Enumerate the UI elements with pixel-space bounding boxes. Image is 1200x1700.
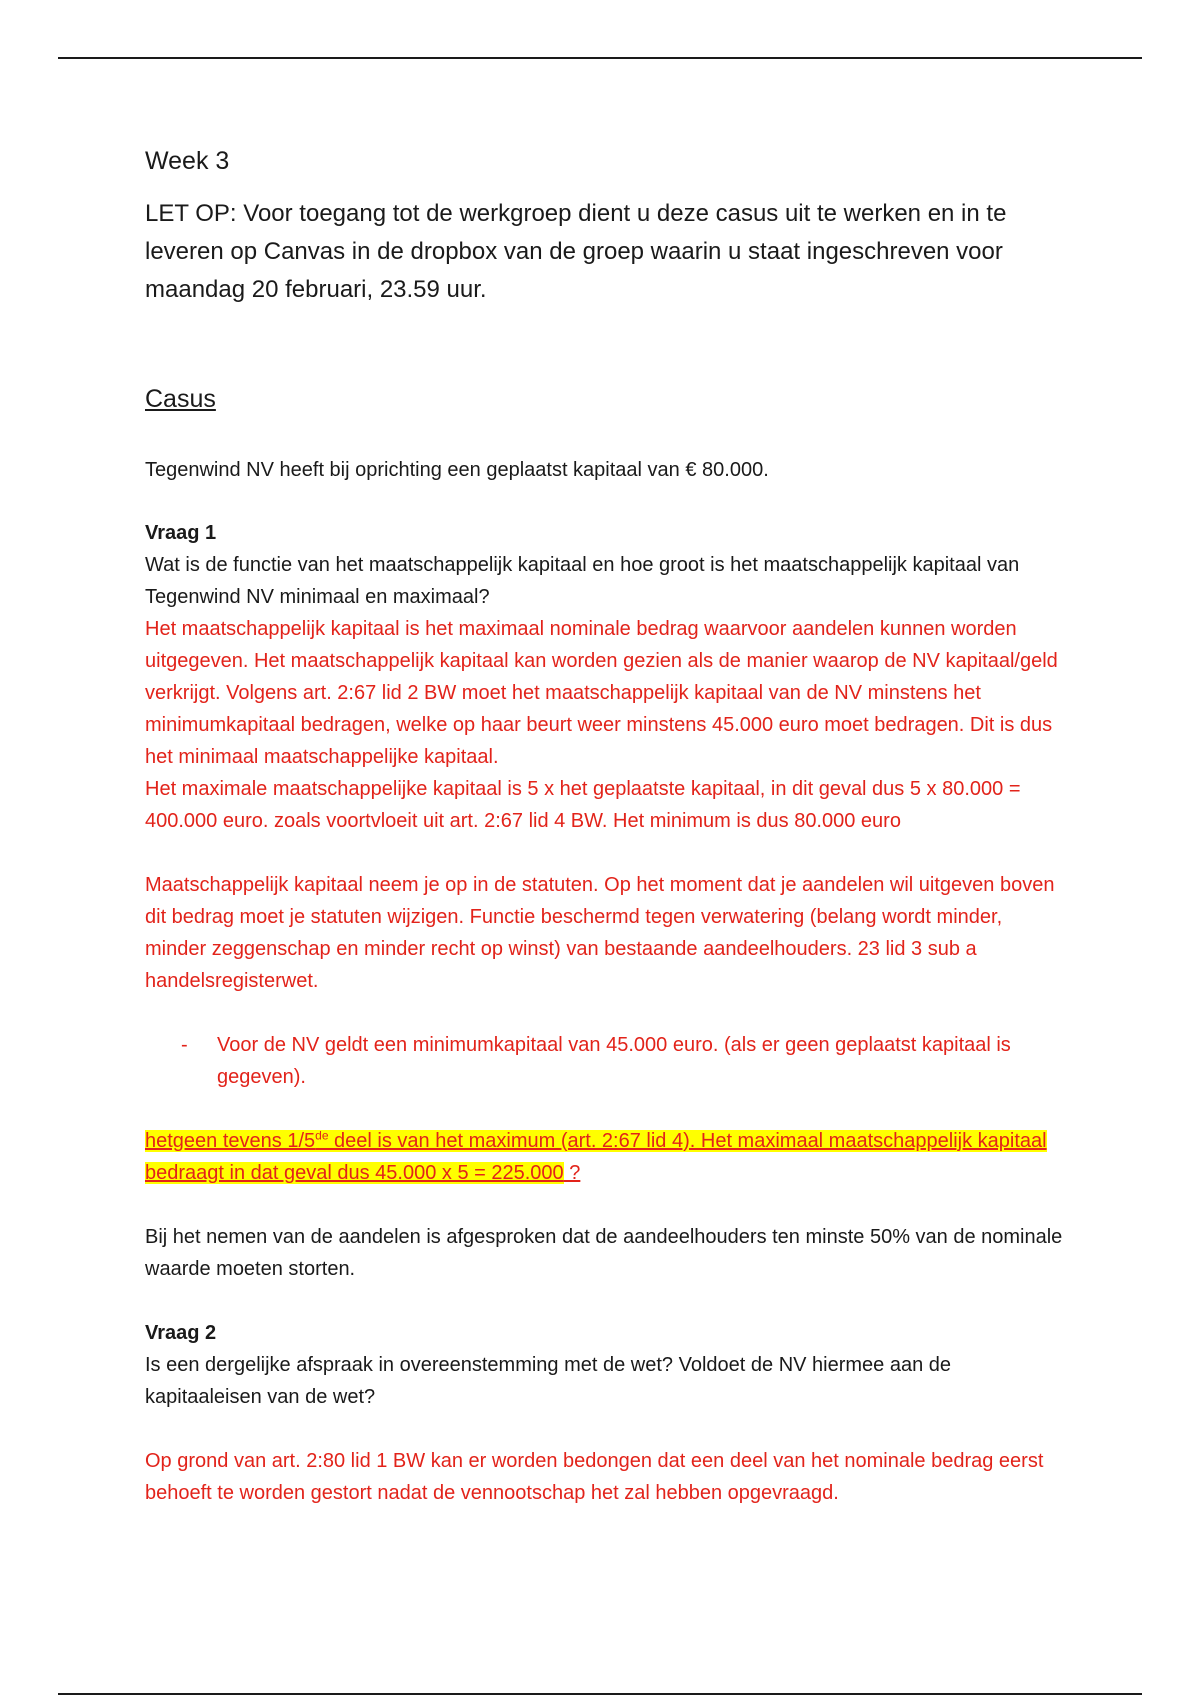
bottom-rule	[58, 1693, 1142, 1695]
bullet-text: Voor de NV geldt een minimumkapitaal van 45.000 euro. (als er geen geplaatst kapitaal is gegeven).	[217, 1034, 1011, 1088]
highlight-text-part1: hetgeen tevens 1/5	[145, 1130, 316, 1152]
casus-intro: Tegenwind NV heeft bij oprichting een geplaatst kapitaal van € 80.000.	[145, 459, 769, 481]
vraag-1-answer-b: Het maximale maatschappelijke kapitaal is 5 x het geplaatste kapitaal, in dit geval dus 5 x 80.000 = 400.000 euro. zoals voortvloeit uit art. 2:67 lid 4 BW. Het minimum is dus 80.000 euro	[145, 778, 1021, 832]
top-rule	[58, 57, 1142, 59]
week-heading: Week 3	[145, 147, 230, 175]
document-page	[145, 142, 1065, 1509]
vraag-2-title: Vraag 2	[145, 1322, 217, 1344]
highlight-question-mark: ?	[563, 1162, 581, 1184]
vraag-1-answer-c: Maatschappelijk kapitaal neem je op in de statuten. Op het moment dat je aandelen wil uitgeven boven dit bedrag moet je statuten wijzigen. Functie beschermd tegen verwatering (belang wordt minder, minder zeggenschap en minder recht op winst) van bestaande aandeelhouders. 23 lid 3 sub a handelsregisterwet.	[145, 874, 1055, 992]
bullet-dash: -	[181, 1034, 188, 1056]
answer-bullet-list	[145, 1029, 1065, 1093]
vraag-2-section	[145, 1317, 1065, 1509]
vraag-1-title: Vraag 1	[145, 522, 217, 544]
highlight-superscript: de	[315, 1128, 329, 1143]
highlighted-note	[145, 1125, 1065, 1189]
highlight-text-part2: deel is van het maximum (art. 2:67 lid 4). Het maximaal maatschappelijk kapitaal bedraagt in dat geval dus 45.000 x 5 = 225.000	[145, 1130, 1047, 1184]
storting-paragraph: Bij het nemen van de aandelen is afgesproken dat de aandeelhouders ten minste 50% van de nominale waarde moeten storten.	[145, 1226, 1063, 1280]
casus-heading: Casus	[145, 385, 216, 413]
vraag-2-answer: Op grond van art. 2:80 lid 1 BW kan er worden bedongen dat een deel van het nominale bedrag eerst behoeft te worden gestort nadat de vennootschap het zal hebben opgevraagd.	[145, 1450, 1044, 1504]
vraag-1-section	[145, 517, 1065, 1189]
list-item	[145, 1029, 1065, 1093]
vraag-1-question: Wat is de functie van het maatschappelijk kapitaal en hoe groot is het maatschappelijk kapitaal van Tegenwind NV minimaal en maximaal?	[145, 554, 1020, 608]
notice-paragraph: LET OP: Voor toegang tot de werkgroep dient u deze casus uit te werken en in te leveren op Canvas in de dropbox van de groep waarin u staat ingeschreven voor maandag 20 februari, 23.59 uur.	[145, 200, 1007, 303]
vraag-2-question: Is een dergelijke afspraak in overeenstemming met de wet? Voldoet de NV hiermee aan de kapitaaleisen van de wet?	[145, 1354, 952, 1408]
vraag-1-answer-a: Het maatschappelijk kapitaal is het maximaal nominale bedrag waarvoor aandelen kunnen worden uitgegeven. Het maatschappelijk kapitaal kan worden gezien als de manier waarop de NV kapitaal/geld verkrijgt. Volgens art. 2:67 lid 2 BW moet het maatschappelijk kapitaal van de NV minstens het minimumkapitaal bedragen, welke op haar beurt weer minstens 45.000 euro moet bedragen. Dit is dus het minimaal maatschappelijke kapitaal.	[145, 618, 1058, 768]
